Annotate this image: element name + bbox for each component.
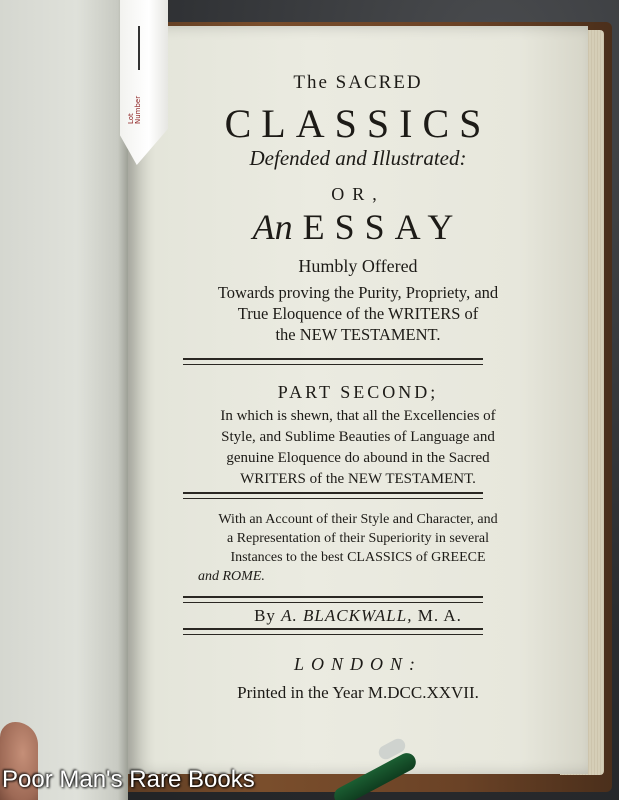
watermark-text: Poor Man's Rare Books [2,766,255,793]
which-line-4: WRITERS of the NEW TESTAMENT. [240,471,476,487]
imprint-london: LONDON: [293,654,422,674]
author-name: A. BLACKWALL, [281,606,413,625]
title-line-new-testament: the NEW TESTAMENT. [275,325,441,344]
title-an: An [252,207,293,247]
title-line-or: OR, [331,184,385,204]
double-rule-3 [183,596,483,603]
title-line-towards: Towards proving the Purity, Propriety, and [217,283,499,302]
title-line-classics: CLASSICS [224,101,492,146]
account-line-3: Instances to the best CLASSICS of GREECE [230,550,486,565]
title-essay: ESSAY [302,207,464,247]
title-line-true: True Eloquence of the WRITERS of [237,304,479,323]
which-line-1: In which is shewn, that all the Excellencies of [220,408,496,424]
title-line-essay [128,206,588,248]
bookmark-label: Lot Number [127,95,142,124]
account-line-4: and ROME. [198,569,265,584]
left-endpaper [0,0,128,800]
title-line-defended: Defended and Illustrated: [249,146,467,170]
account-line-2: a Representation of their Superiority in several [226,531,490,546]
which-line-3: genuine Eloquence do abound in the Sacred [226,450,490,466]
title-line-humbly: Humbly Offered [298,256,418,276]
author-line [128,606,588,626]
account-line-1: With an Account of their Style and Character, and [218,512,498,527]
double-rule-4 [183,628,483,635]
part-second: PART SECOND; [277,382,439,402]
author-degree: M. A. [417,606,462,625]
double-rule-1 [183,358,483,365]
double-rule-2 [183,492,483,499]
bookmark-ink-mark [138,26,140,70]
which-line-2: Style, and Sublime Beauties of Language and [221,429,495,445]
imprint-year: Printed in the Year M.DCC.XXVII. [237,683,479,702]
author-by: By [254,606,276,625]
title-line-sacred: The SACRED [293,72,423,93]
